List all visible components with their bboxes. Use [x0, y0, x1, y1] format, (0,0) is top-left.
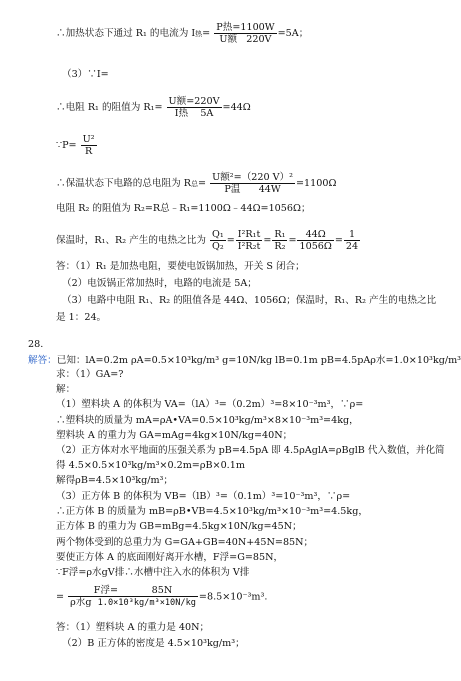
final-answer-2: （2）B 正方体的密度是 4.5×10³kg/m³；	[62, 638, 245, 649]
question-number: 28.	[28, 339, 44, 350]
den: P温	[224, 184, 241, 195]
step-2-substitute: 得 4.5×0.5×10³kg/m³×0.2m=ρB×0.1m	[56, 460, 245, 471]
heat-ratio-line: 保温时，R₁、R₂ 产生的电热之比为 $\frac{\text{Q₁}}{\text{Q₂}}$ = $\frac{\text{I²R₁t}}{\text{I²R₂t}}$ = $\frac{\text{R₁}}{\text{R₂}}$ = $\frac{44\Omega}{1056\Omega}$ = $\frac{1}{24}$	[56, 229, 359, 252]
text: =44Ω	[222, 102, 251, 113]
step-1-weight: 塑料块 A 的重力为 GA=mAg=4kg×10N/kg=40N；	[56, 430, 293, 441]
fraction	[210, 172, 295, 195]
fraction	[68, 585, 198, 609]
num: Q₁	[211, 229, 224, 240]
total-weight-line: 两个物体受到的总重力为 G=GA+GB=40N+45N=85N；	[56, 537, 314, 548]
num: U²	[82, 134, 95, 145]
step-3-weight: 正方体 B 的重力为 GB=mBg=4.5kg×10N/kg=45N；	[56, 521, 302, 532]
buoyancy-line: 要使正方体 A 的底面刚好离开水槽，F浮=G=85N，	[56, 552, 284, 563]
solution-start: 解：	[56, 384, 76, 395]
sub: 总	[191, 180, 198, 188]
den: 220V	[246, 34, 272, 45]
fraction	[210, 229, 226, 252]
sub: 热	[195, 30, 203, 38]
fraction	[214, 22, 276, 45]
fraction	[344, 229, 360, 252]
answer-line-1: 答：（1）R₁ 是加热电阻，要使电饭锅加热，开关 S 闭合；	[56, 261, 305, 272]
num: U额	[168, 96, 187, 107]
den: I²R₂t	[237, 241, 261, 252]
fraction	[297, 229, 333, 252]
text: =5A；	[277, 28, 309, 39]
total-resistance-line	[56, 172, 336, 195]
answer-line-2: （2）电饭锅正常加热时，电路的电流是 5A；	[62, 278, 257, 289]
power-formula-line	[56, 134, 98, 157]
step-1-mass: ∴塑料块的质量为 mA=ρA•VA=0.5×10³kg/m³×8×10⁻³m³=4kg，	[56, 415, 359, 426]
den: U额	[219, 34, 238, 45]
text: =	[202, 28, 211, 39]
text: ∵P=	[56, 140, 77, 151]
final-answer-1: 答：（1）塑料块 A 的重力是 40N；	[56, 622, 210, 633]
den: 5A	[200, 108, 214, 119]
answer-line-3: （3）电路中电阻 R₁、R₂ 的阻值各是 44Ω、1056Ω；保温时，R₁、R₂ 产生的电热之比	[62, 295, 437, 306]
den: ρ水g	[70, 597, 92, 608]
ask-line: 求：（1）GA=?	[56, 369, 124, 380]
step-3-line: （3）∵I=	[62, 69, 109, 80]
text: ∴电阻 R₁ 的阻值为 R₁=	[56, 102, 163, 113]
text: =	[56, 591, 65, 603]
water-volume-formula	[56, 585, 267, 609]
step-1-volume: （1）塑料块 A 的体积为 VA=（lA）³=（0.2m）³=8×10⁻³m³，∵ρ=	[56, 399, 364, 410]
den: R	[85, 146, 93, 157]
text: 保温时，R₁、R₂ 产生的电热之比为	[56, 235, 206, 246]
num: 85N	[151, 585, 173, 596]
num: =	[110, 585, 119, 596]
den: 24	[345, 241, 359, 252]
num: =	[186, 96, 195, 107]
num: =	[232, 22, 241, 33]
num: F浮	[93, 585, 111, 596]
text: =	[198, 178, 207, 189]
text: ∴保温状态下电路的总电阻为 R	[56, 178, 191, 189]
r1-resistance-line	[56, 96, 251, 119]
text: =1100Ω	[296, 178, 337, 189]
num: 44Ω	[297, 229, 333, 241]
den: I热	[174, 108, 189, 119]
answer-line-4: 是 1：24。	[56, 312, 107, 323]
volume-intro-line: ∵F浮=ρ水gV排∴水槽中注入水的体积为 V排	[56, 567, 250, 578]
num: =	[233, 172, 242, 183]
step-3-volume: （3）正方体 B 的体积为 VB=（lB）³=（0.1m）³=10⁻³m³，∵ρ=	[56, 491, 351, 502]
heating-current-line	[56, 22, 308, 45]
num: 220V	[194, 96, 220, 107]
fraction	[236, 229, 263, 252]
num: R₁	[274, 229, 286, 240]
den: R₂	[274, 241, 286, 252]
den: 1.0×10³kg/m³×10N/kg	[97, 598, 196, 608]
step-2-pressure: （2）正方体对水平地面的压强关系为 pB=4.5pA 即 4.5ρAglA=ρBglB 代入数值，并化简	[56, 445, 445, 456]
num: I²R₁t	[237, 229, 261, 240]
den: 1056Ω	[299, 241, 332, 252]
text: ∴加热状态下通过 R₁ 的电流为 I	[56, 28, 196, 39]
num: 1100W	[240, 22, 275, 33]
num: （220 V）²	[241, 172, 294, 183]
fraction	[167, 96, 222, 119]
den: 44W	[258, 184, 281, 195]
fraction	[272, 229, 287, 252]
solution-label: 解答：	[28, 355, 57, 366]
text: 已知：lA=0.2m ρA=0.5×10³kg/m³ g=10N/kg lB=0.1m pB=4.5pAρ水=1.0×10³kg/m³	[56, 355, 461, 366]
step-3-mass: ∴正方体 B 的质量为 mB=ρB•VB=4.5×10³kg/m³×10⁻³m³=4.5kg，	[56, 506, 368, 517]
num: 1	[344, 229, 360, 241]
step-2-result: 解得ρB=4.5×10³kg/m³；	[56, 475, 173, 486]
den: Q₂	[211, 241, 224, 252]
fraction	[81, 134, 97, 157]
given-line	[28, 355, 461, 367]
num: P热	[216, 22, 233, 33]
text: =8.5×10⁻³m³.	[198, 591, 268, 603]
r2-resistance-line: 电阻 R₂ 的阻值为 R₂=R总﹣R₁=1100Ω﹣44Ω=1056Ω；	[56, 203, 311, 214]
num: U额²	[212, 172, 234, 183]
